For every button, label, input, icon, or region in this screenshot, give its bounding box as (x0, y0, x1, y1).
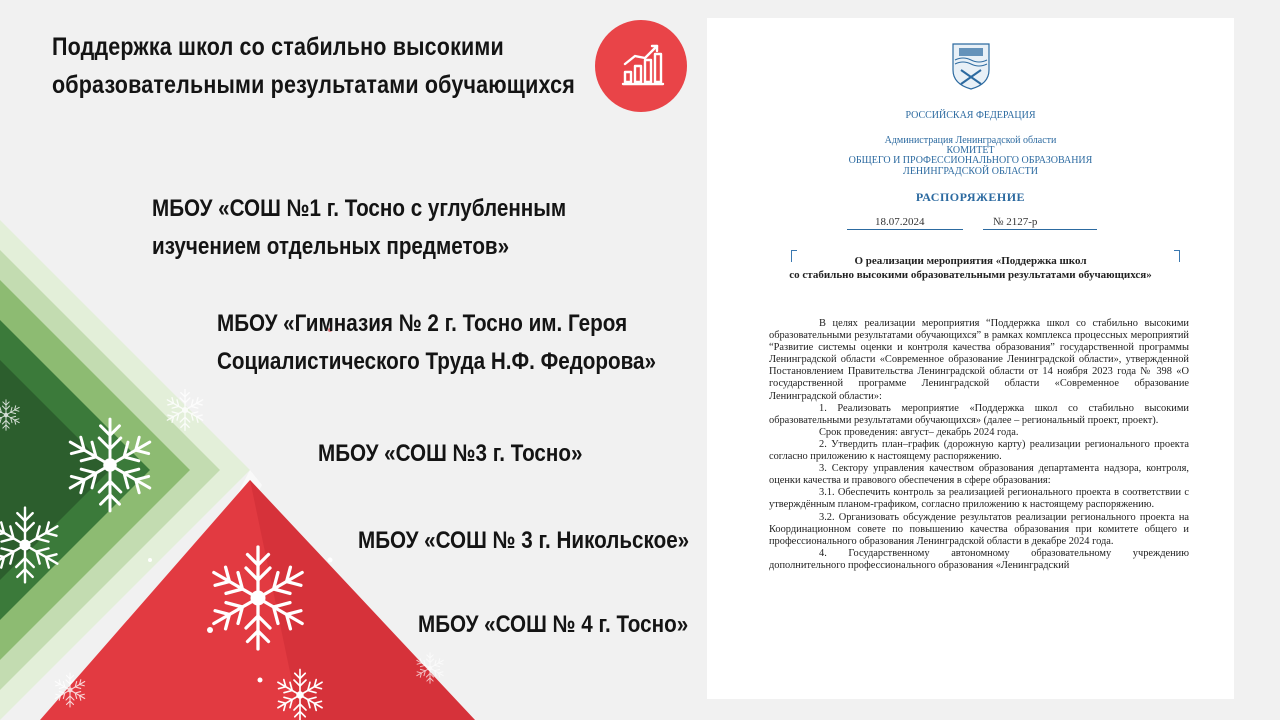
school-name-line2: Социалистического Труда Н.Ф. Федорова» (217, 348, 657, 375)
doc-committee-name-1: ОБЩЕГО И ПРОФЕССИОНАЛЬНОГО ОБРАЗОВАНИЯ (848, 155, 1093, 166)
school-name-line1: МБОУ «СОШ №1 г. Тосно с углубленным (152, 195, 567, 222)
doc-paragraph: Срок проведения: август– декабрь 2024 года. (819, 426, 1019, 438)
doc-paragraph: 3.1. Обеспечить контроль за реализацией регионального проекта в соответствии с утверждённым планом-графиком, согласно приложению к настоящему распоряжению. (769, 487, 1189, 511)
doc-date: 18.07.2024 (875, 216, 925, 228)
doc-administration: Администрация Ленинградской области (884, 135, 1057, 146)
doc-paragraph: В целях реализации мероприятия “Поддержка школ со стабильно высокими образовательными результатами обучающихся” в рамках комплекса процессных мероприятий “Развитие системы оценки и контроля качества образования” государственной программы Ленинградской области «Современное образование Ленинградской области», утвержденной Постановлением Правительства Ленинградской области от 14 ноября 2023 года № 398 «О государственной программе Ленинградской области «Современное образование Ленинградской области»: (769, 318, 1189, 402)
doc-paragraph: 1. Реализовать мероприятие «Поддержка школ со стабильно высокими образовательными результатами обучающихся» (далее – региональный проект, проект). (769, 402, 1189, 426)
doc-paragraph: 3.2. Организовать обсуждение результатов реализации регионального проекта на Координационном совете по повышению качества образования при комитете общего и профессионального образования Ленинградской области в декабре 2024 года. (769, 511, 1189, 547)
school-item (358, 522, 689, 560)
doc-subject-line2: со стабильно высокими образовательными результатами обучающихся» (789, 269, 1152, 281)
bar-chart-icon (595, 20, 687, 112)
order-document (707, 18, 1234, 699)
doc-body (769, 318, 1189, 572)
doc-committee-name-2: ЛЕНИНГРАДСКОЙ ОБЛАСТИ (903, 166, 1038, 177)
school-name-line1: МБОУ «Гимназия № 2 г. Тосно им. Героя (217, 310, 628, 337)
school-name-line1: МБОУ «СОШ №3 г. Тосно» (318, 440, 583, 467)
school-name-line1: МБОУ «СОШ № 3 г. Никольское» (358, 527, 690, 554)
date-underline (847, 229, 963, 230)
doc-paragraph: 4. Государственному автономному образовательному учреждению дополнительного профессионального образования «Ленинградский (769, 547, 1189, 571)
doc-subject-line1: О реализации мероприятия «Поддержка школ (854, 255, 1087, 267)
doc-paragraph: 3. Сектору управления качеством образования департамента надзора, контроля, оценки качества и правового обеспечения в сфере образования: (769, 463, 1189, 487)
school-item (318, 435, 582, 473)
slide-title-line2: образовательными результатами обучающихся (52, 71, 575, 99)
school-item (152, 190, 566, 266)
doc-country: РОССИЙСКАЯ ФЕДЕРАЦИЯ (905, 110, 1036, 121)
school-item (217, 305, 656, 381)
coat-of-arms-icon (951, 42, 991, 90)
subject-bracket-right (1174, 250, 1180, 262)
school-name-line2: изучением отдельных предметов» (152, 233, 510, 260)
slide-title-line1: Поддержка школ со стабильно высокими (52, 33, 504, 61)
doc-committee: КОМИТЕТ (946, 145, 995, 156)
chart-badge (595, 20, 687, 112)
doc-subject (767, 254, 1174, 282)
doc-number: № 2127-р (993, 216, 1038, 228)
doc-type: РАСПОРЯЖЕНИЕ (915, 190, 1026, 204)
school-name-line1: МБОУ «СОШ № 4 г. Тосно» (418, 611, 689, 638)
doc-paragraph: 2. Утвердить план–график (дорожную карту) реализации регионального проекта согласно приложению к настоящему распоряжению. (769, 438, 1189, 463)
school-item (418, 606, 688, 644)
slide-title (52, 28, 575, 104)
number-underline (983, 229, 1097, 230)
